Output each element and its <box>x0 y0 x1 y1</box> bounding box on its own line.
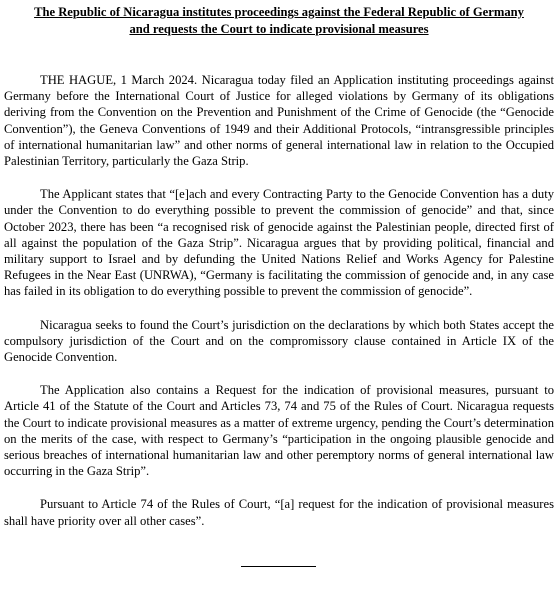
paragraph-jurisdiction: Nicaragua seeks to found the Court’s jurisdiction on the declarations by which both States accept the compulsory jurisdiction of the Court and on the compromissory clause contained in Article IX of the Genocide Convention. <box>4 317 554 365</box>
title-line-2: and requests the Court to indicate provisional measures <box>129 22 429 36</box>
paragraph-priority: Pursuant to Article 74 of the Rules of Court, “[a] request for the indication of provisional measures shall have priority over all other cases”. <box>4 497 554 528</box>
end-divider <box>241 566 316 567</box>
press-release-page <box>4 4 554 529</box>
document-title <box>4 4 554 38</box>
paragraph-provisional-measures: The Application also contains a Request for the indication of provisional measures, pursuant to Article 41 of the Statute of the Court and Articles 73, 74 and 75 of the Rules of Court. Nicaragua requests the Court to indicate provisional measures as a matter of extreme urgency, pending the Court’s determination on the merits of the case, with respect to Germany’s “participation in the ongoing plausible genocide and serious breaches of international humanitarian law and other peremptory norms of general international law occurring in the Gaza Strip”. <box>4 383 554 479</box>
paragraph-dateline: THE HAGUE, 1 March 2024. Nicaragua today filed an Application instituting proceedings against Germany before the International Court of Justice for alleged violations by Germany of its obligations deriving from the Convention on the Prevention and Punishment of the Crime of Genocide (the “Genocide Convention”), the Geneva Conventions of 1949 and their Additional Protocols, “intransgressible principles of international humanitarian law” and other norms of general international law in relation to the Occupied Palestinian Territory, particularly the Gaza Strip. <box>4 73 554 169</box>
paragraph-applicant-claims: The Applicant states that “[e]ach and every Contracting Party to the Genocide Convention has a duty under the Convention to do everything possible to prevent the commission of genocide” and that, since October 2023, there has been “a recognised risk of genocide against the Palestinian people, directed first of all against the population of the Gaza Strip”. Nicaragua argues that by providing political, financial and military support to Israel and by defunding the United Nations Relief and Works Agency for Palestine Refugees in the Near East (UNRWA), “Germany is facilitating the commission of genocide and, in any case has failed in its obligation to do everything possible to prevent the commission of genocide”. <box>4 187 554 299</box>
title-line-1: The Republic of Nicaragua institutes proceedings against the Federal Republic of Germany <box>34 5 524 19</box>
